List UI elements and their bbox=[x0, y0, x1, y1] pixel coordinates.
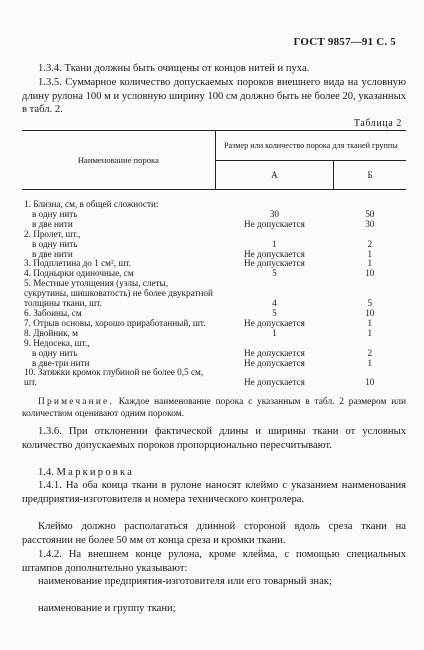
cell-defect-name: в одну нить bbox=[32, 208, 78, 219]
table-note bbox=[22, 396, 406, 420]
cell-group-b: 10 bbox=[365, 307, 375, 318]
cell-defect-name: в две-три нити bbox=[32, 357, 90, 368]
paragraph-1-4-2: 1.4.2. На внешнем конце рулона, кроме клейма, с помощью специальных штампов дополнительно указывают: bbox=[22, 549, 406, 574]
cell-group-b: 2 bbox=[367, 347, 373, 358]
cell-group-b: 1 bbox=[367, 317, 373, 328]
cell-group-a: Не допускается bbox=[244, 347, 305, 358]
cell-group-a: 1 bbox=[272, 238, 277, 249]
cell-group-a: 30 bbox=[269, 208, 280, 219]
cell-defect-name: 5. Местные утолщения (узлы, слеты, сукрутины, шишковатость) не более двукратной толщины ткани, шт. bbox=[24, 278, 213, 309]
cell-group-a: Не допускается bbox=[244, 317, 305, 328]
table-row bbox=[22, 319, 406, 329]
cell-group-b: 1 bbox=[367, 258, 373, 269]
cell-group-b: 5 bbox=[367, 298, 373, 309]
cell-defect-name: 10. Затяжки кромок глубиной не более 0,5 см, шт. bbox=[24, 367, 204, 388]
list-item-fabric-group: наименование и группу ткани; bbox=[38, 603, 176, 614]
cell-group-a: 4 bbox=[272, 298, 277, 309]
section-1-4-heading bbox=[22, 466, 406, 480]
note-label: Примечание. bbox=[38, 397, 114, 407]
list-item-manufacturer: наименование предприятия-изготовителя или его товарный знак; bbox=[38, 576, 332, 587]
cell-group-a: 1 bbox=[272, 327, 277, 338]
cell-group-b: 2 bbox=[367, 238, 373, 249]
section-number: 1.4. bbox=[38, 467, 54, 478]
column-header-b: Б bbox=[367, 169, 373, 180]
cell-defect-name: 1. Близна, см, в общей сложности: bbox=[24, 199, 159, 209]
cell-group-b: 30 bbox=[365, 218, 375, 229]
table-row bbox=[22, 279, 406, 309]
cell-defect-name: 7. Отрыв основы, хорошо приработанный, шт. bbox=[24, 317, 206, 328]
cell-defect-name: в две нити bbox=[32, 218, 73, 229]
cell-group-a: Не допускается bbox=[244, 248, 305, 259]
table-row bbox=[22, 210, 406, 220]
cell-group-a: 5 bbox=[272, 307, 277, 318]
cell-defect-name: в одну нить bbox=[32, 347, 78, 358]
paragraph-stamp-placement: Клеймо должно располагаться длинной стороной вдоль среза ткани на расстоянии не более 50 мм от конца среза и кромки ткани. bbox=[22, 521, 406, 546]
page-header: ГОСТ 9857—91 С. 5 bbox=[293, 36, 396, 48]
defects-table bbox=[22, 130, 406, 388]
column-header-a: А bbox=[215, 160, 333, 190]
paragraph-1-3-4: 1.3.4. Ткани должны быть очищены от концов нитей и пуха. bbox=[38, 63, 310, 74]
paragraph-1-3-6: 1.3.6. При отклонении фактической длины и ширины ткани от условных количество допускаемых пороков пропорционально пересчитывают. bbox=[22, 426, 406, 451]
cell-defect-name: 4. Поднырки одиночные, см bbox=[24, 268, 134, 279]
column-header-group: Размер или количество порока для тканей группы bbox=[215, 131, 406, 161]
cell-group-b: 1 bbox=[367, 327, 373, 338]
cell-defect-name: в две нити bbox=[32, 248, 73, 259]
note-text: Каждое наименование порока с указанным в табл. 2 размером или количеством оценивают одним пороком. bbox=[22, 397, 406, 419]
cell-defect-name: 8. Двойник, м bbox=[24, 327, 78, 338]
table-row bbox=[22, 339, 406, 349]
cell-group-a: 5 bbox=[272, 268, 277, 279]
table-row bbox=[22, 349, 406, 359]
cell-defect-name: 9. Недосека, шт., bbox=[24, 337, 90, 348]
cell-group-b: 50 bbox=[365, 208, 375, 219]
cell-group-a: Не допускается bbox=[244, 258, 305, 269]
cell-group-b: 10 bbox=[365, 268, 375, 279]
table-row bbox=[22, 190, 406, 210]
cell-group-a bbox=[215, 190, 333, 210]
table-row bbox=[22, 368, 406, 388]
section-title: Маркировка bbox=[56, 467, 135, 478]
table-caption: Таблица 2 bbox=[353, 118, 402, 129]
cell-group-a: Не допускается bbox=[244, 357, 305, 368]
table-row bbox=[22, 230, 406, 240]
cell-group-a: Не допускается bbox=[244, 377, 305, 388]
table-body bbox=[22, 190, 406, 389]
table-row bbox=[22, 240, 406, 250]
cell-group-a: Не допускается bbox=[244, 218, 305, 229]
paragraph-1-3-5: 1.3.5. Суммарное количество допускаемых пороков внешнего вида на условную длину рулона 100 м и условную ширину 100 см должно быть не более 20, указанных в табл. 2. bbox=[22, 77, 406, 115]
paragraph-1-4-1: 1.4.1. На оба конца ткани в рулоне наносят клеймо с указанием наименования предприятия-изготовителя и номера технического контролера. bbox=[22, 480, 406, 505]
cell-defect-name: в одну нить bbox=[32, 238, 78, 249]
cell-group-b: 10 bbox=[365, 377, 375, 388]
column-header-name: Наименование порока bbox=[22, 131, 215, 190]
cell-group-b bbox=[334, 190, 406, 210]
cell-defect-name: 3. Подплетина до 1 см², шт. bbox=[24, 258, 132, 269]
cell-defect-name: 6. Забоины, см bbox=[24, 307, 82, 318]
cell-defect-name: 2. Пролет, шт., bbox=[24, 228, 81, 239]
cell-group-b: 1 bbox=[367, 357, 373, 368]
cell-group-b: 1 bbox=[367, 248, 373, 259]
